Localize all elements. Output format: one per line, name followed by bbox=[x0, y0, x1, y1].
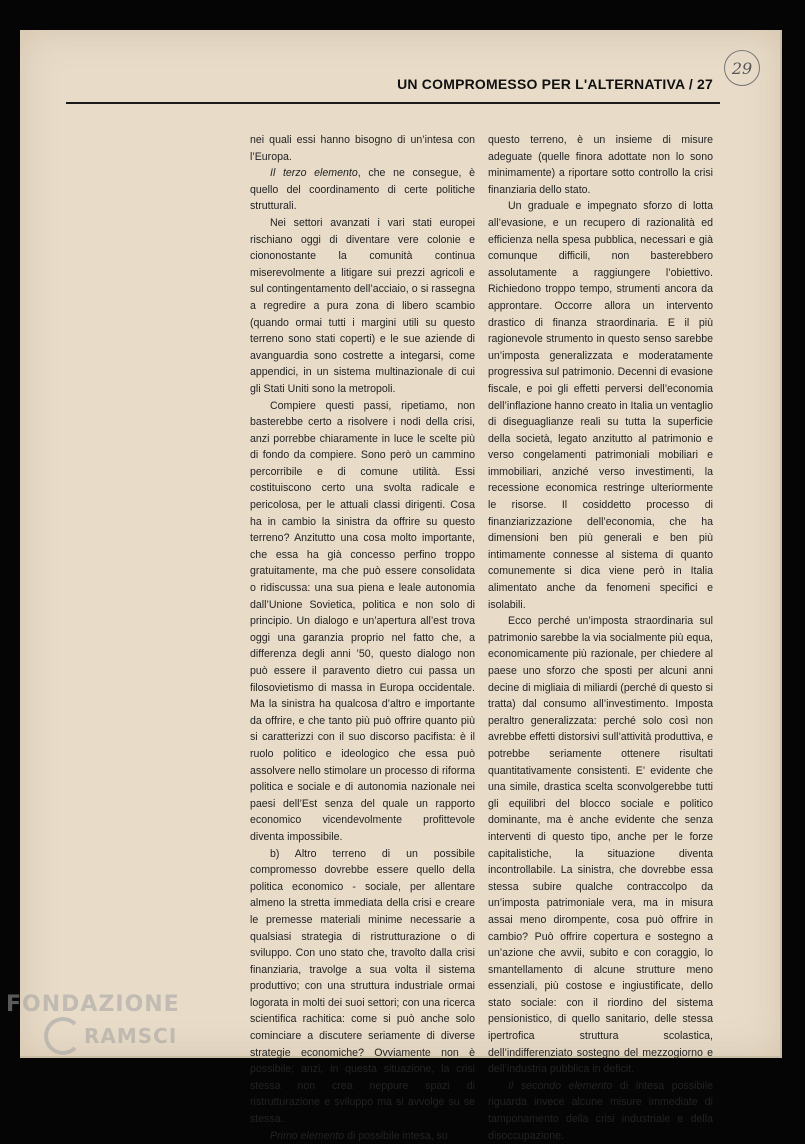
paragraph: Il terzo elemento, che ne consegue, è quello del coordinamento di certe politiche strutturali. bbox=[250, 167, 475, 213]
archive-number-stamp: 29 bbox=[724, 50, 760, 86]
watermark-line-2-text: RAMSCI bbox=[84, 1024, 178, 1048]
paragraph: Un graduale e impegnato sforzo di lotta all’evasione, e un recupero di razionalità ed efficienza nella spesa pubblica, necessari e già comunque difficili, non basterebbero assolutamente a raggiungere l’obiettivo. Richiedono troppo tempo, strumenti ancora da approntare. Occorre allora un intervento drastico di finanza straordinaria. E il più ragionevole strumento in questo senso sarebbe un’imposta generalizzata e moderatamente progressiva sul patrimonio. Decenni di evasione fiscale, e poi gli effetti perversi dell’economia dell’inflazione hanno creato in Italia un ventaglio di diseguaglianze reali su tutta la superficie della società, legato anzitutto al patrimonio e verso congelamenti patrimoniali mobiliari e immobiliari, anziché verso investimenti, la recessione economica restringe ulteriormente le risorse. Il cosiddetto processo di finanziarizzazione dell’economia, che ha dimensioni ben più generali e ben più intimamente connesse al sistema di quanto comunemente si dica viene però in Italia alimentato anche da fenomeni specifici e isolabili. bbox=[488, 200, 713, 611]
paragraph: nei quali essi hanno bisogno di un’intesa con l’Europa. bbox=[250, 134, 475, 163]
text-column-right bbox=[488, 132, 713, 1144]
paragraph: Compiere questi passi, ripetiamo, non basterebbe certo a risolvere i nodi della crisi, anzi porrebbe chiaramente in luce le scelte più di fondo da compiere. Sono però un cammino percorribile e di comune utilità. Essi costituiscono certo una svolta radicale e pericolosa, per le attuali classi dirigenti. Cosa ha in cambio la sinistra da offrire su questo terreno? Anzitutto una cosa molto importante, che essa ha già concesso perfino troppo gratuitamente, ma che può essere consolidata o ridiscussa: una sua piena e leale autonomia dall’Unione Sovietica, politica e non solo di principio. Un dialogo e un’apertura all’est trova oggi una garanzia proprio nel fatto che, a differenza degli anni ’50, questo dialogo non può essere il paravento dietro cui passa un filosovietismo di massa in Europa occidentale. Ma la sinistra ha qualcosa d’altro e importante da offrire, e che tanto più può offrire quanto più si caratterizzi con il suo discorso pacifista: è il ruolo politico e ideologico che essa può assolvere nello stimolare un processo di riforma politica e sociale e di autonomia nazionale nei paesi dell’Est senza del quale un rapporto economico vicendevolmente profittevole diventa impossibile. bbox=[250, 399, 475, 843]
paragraph: b) Altro terreno di un possibile compromesso dovrebbe essere quello della politica economico - sociale, per allentare almeno la stretta immediata della crisi e creare le premesse materiali minime necessarie a qualsiasi strategia di ristrutturazione o di sviluppo. Con uno stato che, travolto dalla crisi finanziaria, travolge a sua volta il sistema produttivo; con una struttura industriale ormai logorata in molti dei suoi settori; con una ricerca scientifica rachitica: come si può anche solo cominciare a discutere seriamente di diverse strategie economiche? Ovviamente non è possibile; anzi, in questa situazione, la crisi stessa non crea neppure spazi di ristrutturazione e sviluppo ma si avvolge su se stessa. bbox=[250, 847, 475, 1126]
paragraph: Nei settori avanzati i vari stati europei rischiano oggi di diventare vere colonie e ciononostante la comunità continua miserevolmente a litigare sui prezzi agricoli e sul contingentamento dell’acciaio, o si rassegna a regredire a pura zona di libero scambio (quando ormai tutti i margini utili su questo terreno sono stati coperti) e le sue aziende di avanguardia sono costrette a integarsi, come appendici, in un sistema multinazionale di cui gli Stati Uniti sono la metropoli. bbox=[250, 216, 475, 395]
paragraph: Ecco perché un’imposta straordinaria sul patrimonio sarebbe la via socialmente più equa, economicamente più razionale, per chiedere al paese uno sforzo che sposti per alcuni anni decine di migliaia di miliardi (perché di questo si tratta) dal consumo all’investimento. Imposta peraltro generalizzata: perché solo così non avrebbe effetti distorsivi sull’attività produttiva, e potrebbe seriamente ottenere risultati quantitativamente consistenti. E’ evidente che una simile, drastica scelta sconvolgerebbe tutti gli equilibri del blocco sociale e politico dominante, ma è anche evidente che senza interventi di questo tipo, anche per le forze capitalistiche, la situazione diventa incontrollabile. La sinistra, che dovrebbe essa stessa subire qualche contraccolpo da un’imposta patrimoniale vera, ma in misura assai meno dirompente, cosa può offrire in cambio? Può offrire copertura e sostegno a un’azione che avvii, subito e con coraggio, lo smantellamento di alcune strutture meno essenziali, più costose e ingiustificate, dello stato sociale: con il riordino del sistema pensionistico, di quello sanitario, delle stessa ipertrofica struttura scolastica, dell’indifferenziato sostegno del mezzogiorno e dell’industria pubblica in deficit. bbox=[488, 615, 713, 1076]
watermark-g-icon bbox=[44, 1017, 82, 1055]
paragraph: Primo elemento di possibile intesa, su bbox=[270, 1129, 448, 1142]
watermark-line-1: FONDAZIONE bbox=[6, 992, 180, 1017]
text-column-left bbox=[250, 132, 475, 1144]
paragraph: questo terreno, è un insieme di misure adeguate (quelle finora adottate non lo sono minimamente) a riportare sotto controllo la crisi finanziaria dello stato. bbox=[488, 134, 713, 196]
paragraph: Il secondo elemento di intesa possibile riguarda invece alcune misure immediate di tamponamento della crisi industriale e della disoccupazione. bbox=[488, 1079, 713, 1142]
watermark-logo bbox=[6, 992, 180, 1055]
header-rule bbox=[66, 102, 720, 104]
watermark-line-2 bbox=[44, 1017, 180, 1055]
page-header-title: UN COMPROMESSO PER L'ALTERNATIVA / 27 bbox=[397, 76, 713, 92]
